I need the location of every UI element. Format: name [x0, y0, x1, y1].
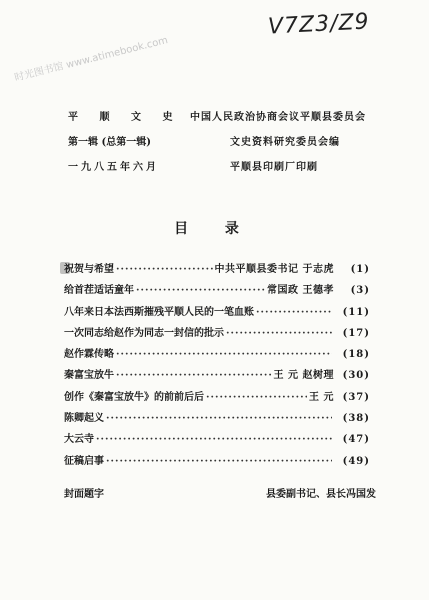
toc-leader-dots	[206, 392, 307, 403]
toc-entry-title: 赵作霖传略	[64, 349, 114, 361]
toc-entry	[64, 324, 370, 345]
toc-entry-title: 秦富宝放牛	[64, 370, 114, 382]
toc-leader-dots	[116, 370, 272, 381]
toc-entry-title: 一次同志给赵作为同志一封信的批示	[64, 327, 224, 339]
toc-leader-dots	[116, 349, 332, 360]
toc-entry-author: 王 元 赵树理	[273, 370, 334, 382]
toc-entry-page: (49)	[342, 455, 370, 467]
toc-entry-page: (30)	[342, 370, 370, 382]
toc-title: 目 录	[174, 221, 255, 237]
toc-entry-page: (18)	[342, 349, 370, 361]
toc-entry-page: (38)	[342, 413, 370, 425]
toc-leader-dots	[116, 264, 213, 275]
toc-entry-title: 创作《秦富宝放牛》的前前后后	[64, 391, 204, 403]
toc-entry-page: (37)	[342, 391, 370, 403]
publication-date: 一九八五年六月	[68, 162, 159, 173]
toc-entry-title: 征稿启事	[64, 455, 104, 467]
toc-entry-author: 中共平顺县委书记 于志虎	[214, 264, 334, 275]
toc-leader-dots	[96, 434, 332, 445]
issue-number: 第一辑 (总第一辑)	[68, 137, 151, 148]
toc-entry	[64, 388, 370, 409]
toc-leader-dots	[256, 307, 332, 318]
toc-entry-page: (17)	[342, 327, 370, 339]
toc-entry-title: 祝贺与希望	[64, 264, 114, 275]
toc-leader-dots	[106, 413, 332, 424]
toc-entry-title: 八年来日本法西斯摧残平顺人民的一笔血账	[64, 306, 254, 318]
toc-entry-author: 常国政 王德孝	[267, 285, 334, 297]
toc-entry-title: 陈卿起义	[64, 413, 104, 425]
journal-title: 平 顺 文 史	[68, 112, 182, 123]
toc-leader-dots	[106, 456, 332, 467]
toc-entry-author: 王 元	[309, 391, 334, 403]
toc-entry-title: 给首茬适话童年	[64, 285, 134, 297]
toc-entry-page: (11)	[342, 306, 370, 318]
toc-entry	[64, 430, 370, 451]
toc-entry	[64, 409, 370, 430]
table-of-contents	[64, 260, 370, 473]
publication-info-left	[68, 111, 181, 175]
toc-entry	[64, 345, 370, 366]
toc-entry	[64, 303, 370, 324]
toc-entry-page: (47)	[342, 434, 370, 446]
toc-entry	[64, 281, 370, 302]
toc-entry-page: (3)	[350, 285, 370, 297]
toc-entry-page: (1)	[350, 264, 370, 275]
cover-calligraphy-label: 封面题字	[64, 489, 104, 500]
toc-leader-dots	[136, 285, 265, 296]
publication-info-right	[190, 111, 366, 175]
printer: 平顺县印刷厂印刷	[230, 162, 318, 173]
cover-calligrapher: 县委副书记、县长冯国发	[266, 489, 376, 500]
toc-entry	[64, 366, 370, 387]
toc-entry	[64, 452, 370, 473]
editor-committee: 文史资料研究委员会编	[230, 137, 340, 148]
watermark: 时光图书馆 www.atimebook.com	[13, 35, 170, 84]
toc-entry	[64, 260, 370, 281]
toc-entry-title: 大云寺	[64, 434, 94, 446]
toc-leader-dots	[226, 328, 332, 339]
publisher-committee: 中国人民政治协商会议平顺县委员会	[190, 112, 366, 123]
handwritten-catalog-number: V7Z3/Z9	[267, 9, 371, 40]
